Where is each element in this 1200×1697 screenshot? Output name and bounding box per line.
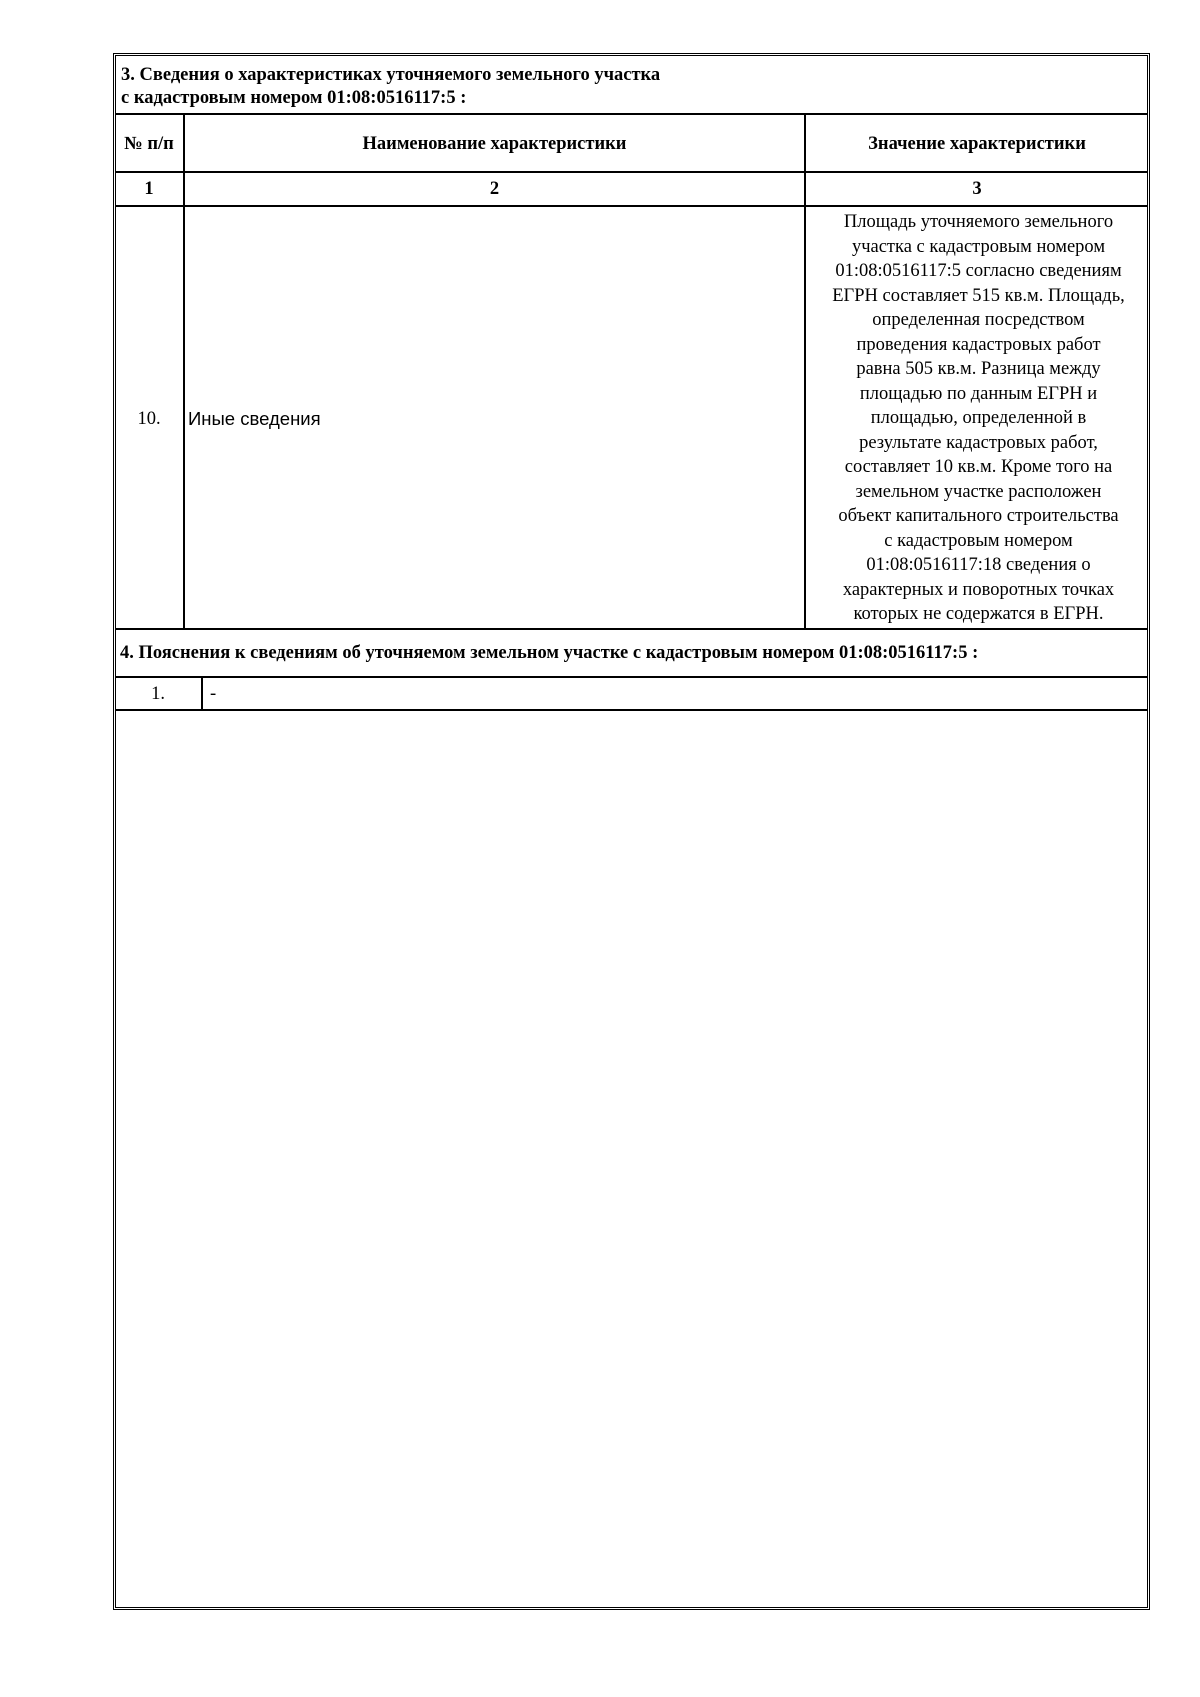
column-number-3: 3 — [972, 179, 982, 199]
column-number-1: 1 — [144, 179, 154, 199]
row-value-line: равна 505 кв.м. Разница между — [856, 359, 1101, 379]
row-value-line: земельном участке расположен — [855, 481, 1102, 502]
rule-below-section4-title — [115, 676, 1148, 678]
rule-below-column-numbers — [115, 205, 1148, 207]
row-value-line: Площадь уточняемого земельного — [843, 212, 1114, 232]
row-value-line: которых не содержатся в ЕГРН. — [853, 604, 1104, 624]
row-value-line: определенная посредством — [872, 310, 1085, 330]
row-value-line: площадью по данным ЕГРН и — [859, 383, 1098, 404]
rule-below-header — [115, 171, 1148, 173]
row-value-line: объект капитального строительства — [838, 506, 1119, 526]
row-value-line: площадью, определенной в — [870, 408, 1087, 428]
row-value-line: проведения кадастровых работ — [856, 334, 1101, 355]
row-value-line: с кадастровым номером — [884, 530, 1073, 551]
row-value-line: 01:08:0516117:18 сведения о — [866, 555, 1091, 575]
header-num: № п/п — [124, 134, 174, 154]
header-value: Значение характеристики — [868, 134, 1086, 154]
rule-below-section3-title — [115, 113, 1148, 115]
rule-below-section4-row — [115, 709, 1148, 711]
column-number-2: 2 — [489, 179, 500, 199]
row-value — [806, 210, 1151, 627]
section4-row-num: 1. — [151, 684, 165, 704]
row-value-line: составляет 10 кв.м. Кроме того на — [844, 457, 1113, 477]
section3-title-line2: с кадастровым номером 01:08:0516117:5 : — [121, 88, 467, 108]
row-value-line: ЕГРН составляет 515 кв.м. Площадь, — [832, 285, 1125, 306]
row-value-line: характерных и поворотных точках — [842, 579, 1115, 600]
section4-title: 4. Пояснения к сведениям об уточняемом земельном участке с кадастровым номером 01:08:0516117:5 : — [120, 643, 979, 663]
row-num: 10. — [137, 409, 161, 429]
row-value-line: 01:08:0516117:5 согласно сведениям — [835, 261, 1122, 281]
section3-title-line1: 3. Сведения о характеристиках уточняемого земельного участка — [121, 65, 661, 85]
row-name: Иные сведения — [188, 408, 321, 429]
row-value-line: результате кадастровых работ, — [859, 432, 1098, 453]
section4-col-divider — [201, 677, 203, 710]
row-value-line: участка с кадастровым номером — [851, 236, 1106, 257]
section4-row-value: - — [210, 684, 217, 704]
rule-below-data-row — [115, 628, 1148, 630]
header-name: Наименование характеристики — [362, 134, 627, 154]
